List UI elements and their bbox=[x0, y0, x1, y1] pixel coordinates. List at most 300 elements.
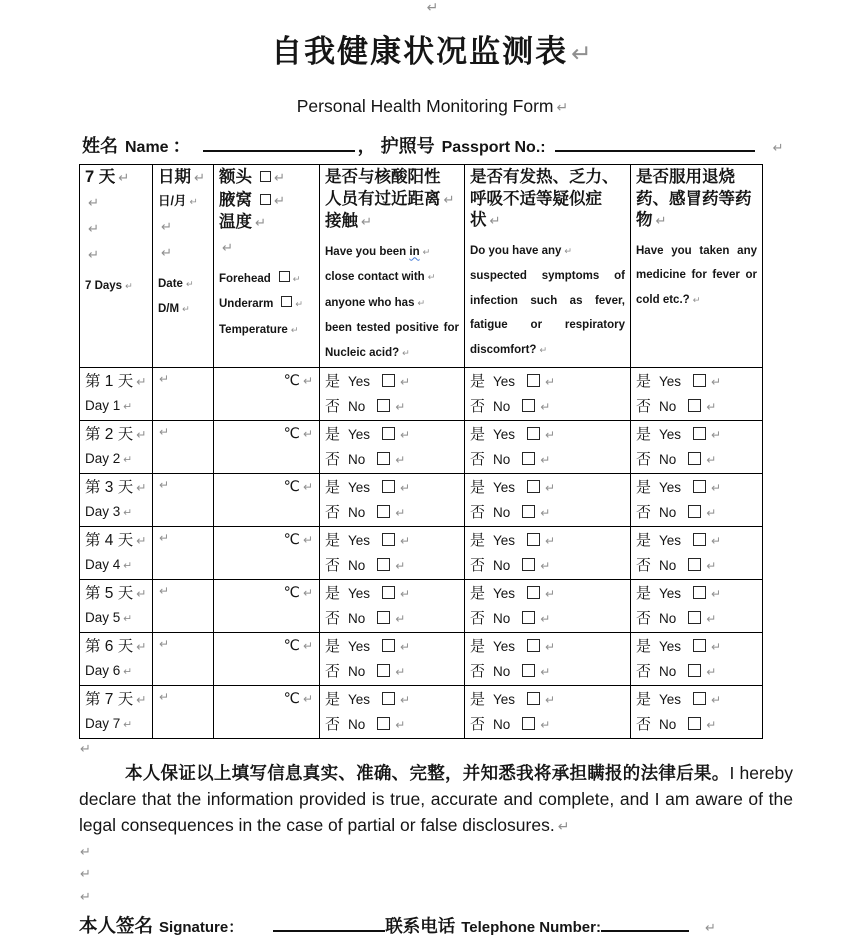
yes-no-label-cn: 否 bbox=[325, 503, 341, 521]
checkbox[interactable] bbox=[527, 533, 540, 546]
yes-no-label-en: No bbox=[348, 716, 366, 732]
yes-no-label-cn: 否 bbox=[325, 715, 341, 733]
paragraph-mark-icon: ↵ bbox=[711, 375, 722, 390]
checkbox[interactable] bbox=[688, 505, 701, 518]
yes-no-label-cn: 是 bbox=[325, 532, 341, 550]
yes-no-line bbox=[325, 423, 459, 448]
checkbox[interactable] bbox=[377, 505, 390, 518]
yes-no-label-en: Yes bbox=[348, 692, 371, 708]
checkbox[interactable] bbox=[522, 611, 535, 624]
temperature-entry-cell[interactable]: ℃ ↵ bbox=[214, 474, 320, 527]
paragraph-mark-icon: ↵ bbox=[706, 399, 717, 414]
yes-no-label-cn: 否 bbox=[325, 662, 341, 680]
telephone-label-en: Telephone Number: bbox=[461, 919, 601, 937]
checkbox[interactable] bbox=[377, 558, 390, 571]
temperature-entry-cell[interactable]: ℃ ↵ bbox=[214, 686, 320, 739]
form-title-en bbox=[0, 95, 865, 119]
close-contact-yes-no-cell bbox=[320, 686, 465, 739]
medicine-yes-no-cell bbox=[631, 527, 763, 580]
date-entry-cell[interactable] bbox=[153, 421, 214, 474]
yes-no-label-en: Yes bbox=[659, 533, 682, 549]
paragraph-mark-icon: ↵ bbox=[159, 690, 170, 705]
yes-no-label-cn: 是 bbox=[470, 585, 486, 603]
yes-no-label-en: Yes bbox=[348, 586, 371, 602]
checkbox[interactable] bbox=[382, 692, 395, 705]
checkbox[interactable] bbox=[377, 611, 390, 624]
name-blank-field[interactable] bbox=[203, 134, 355, 152]
day-label-cn: 第 7 天 ↵ bbox=[85, 691, 147, 709]
header-cell-days bbox=[80, 165, 153, 368]
date-entry-cell[interactable] bbox=[153, 368, 214, 421]
yes-no-label-en: No bbox=[659, 663, 677, 679]
paragraph-mark-icon: ↵ bbox=[557, 819, 570, 836]
yes-no-line bbox=[325, 476, 459, 501]
checkbox[interactable] bbox=[377, 452, 390, 465]
paragraph-mark-icon: ↵ bbox=[302, 692, 313, 707]
paragraph-mark-icon: ↵ bbox=[545, 534, 556, 549]
checkbox[interactable] bbox=[688, 558, 701, 571]
yes-no-label-en: Yes bbox=[659, 374, 682, 390]
telephone-blank-field[interactable] bbox=[601, 914, 689, 932]
yes-no-label-cn: 是 bbox=[325, 691, 341, 709]
table-row bbox=[80, 474, 763, 527]
signature-label-cn: 本人签名 bbox=[79, 915, 154, 937]
date-entry-cell[interactable] bbox=[153, 686, 214, 739]
paragraph-mark-icon: ↵ bbox=[402, 347, 410, 359]
yes-no-label-en: No bbox=[493, 557, 511, 573]
header-line-cn: 药、感冒药等药 bbox=[636, 189, 752, 208]
yes-no-line bbox=[325, 370, 459, 395]
paragraph-mark-icon: ↵ bbox=[292, 273, 301, 285]
paragraph-mark-icon: ↵ bbox=[80, 867, 91, 883]
checkbox[interactable] bbox=[281, 296, 292, 307]
yes-no-line bbox=[325, 395, 459, 420]
yes-no-label-cn: 否 bbox=[325, 397, 341, 415]
yes-no-label-en: No bbox=[659, 716, 677, 732]
paragraph-mark-icon: ↵ bbox=[136, 692, 147, 708]
date-entry-cell[interactable] bbox=[153, 633, 214, 686]
paragraph-mark-icon: ↵ bbox=[711, 481, 722, 496]
table-row bbox=[80, 527, 763, 580]
paragraph-mark-icon: ↵ bbox=[540, 399, 551, 414]
yes-no-label-cn: 是 bbox=[470, 479, 486, 497]
yes-no-label-cn: 否 bbox=[325, 450, 341, 468]
header-cell-medicine bbox=[631, 165, 763, 368]
separator-comma: ， bbox=[357, 136, 376, 156]
empty-paragraph-line bbox=[80, 863, 865, 886]
header-line-cn: 是否服用退烧 bbox=[636, 168, 735, 186]
paragraph-mark-icon: ↵ bbox=[426, 0, 439, 16]
paragraph-mark-icon: ↵ bbox=[80, 889, 91, 905]
yes-no-line bbox=[636, 370, 757, 395]
yes-no-label-en: No bbox=[659, 557, 677, 573]
checkbox[interactable] bbox=[382, 586, 395, 599]
header-line-en: fatigue or respiratory bbox=[470, 319, 625, 332]
yes-no-label-en: Yes bbox=[493, 374, 516, 390]
passport-label-en: Passport No.: bbox=[441, 139, 546, 156]
header-row bbox=[80, 165, 763, 368]
paragraph-mark-icon: ↵ bbox=[545, 428, 556, 443]
day-cell bbox=[80, 686, 153, 739]
header-line-cn: 腋窝 ↵ bbox=[219, 190, 286, 209]
paragraph-mark-icon: ↵ bbox=[711, 640, 722, 655]
symptoms-yes-no-cell bbox=[465, 633, 631, 686]
day-label-cn: 第 6 天 ↵ bbox=[85, 638, 147, 656]
checkbox[interactable] bbox=[688, 611, 701, 624]
header-line-cn: 接触 ↵ bbox=[325, 212, 373, 230]
close-contact-yes-no-cell bbox=[320, 633, 465, 686]
date-entry-cell[interactable] bbox=[153, 580, 214, 633]
empty-paragraph-line bbox=[80, 739, 865, 760]
header-line-en: cold etc.? ↵ bbox=[636, 293, 701, 306]
temperature-entry-cell[interactable]: ℃ ↵ bbox=[214, 527, 320, 580]
yes-no-label-cn: 否 bbox=[470, 609, 486, 627]
yes-no-label-cn: 是 bbox=[636, 532, 652, 550]
checkbox[interactable] bbox=[377, 717, 390, 730]
yes-no-label-cn: 是 bbox=[636, 691, 652, 709]
header-line-cn bbox=[219, 235, 314, 261]
yes-no-label-en: No bbox=[659, 610, 677, 626]
symptoms-yes-no-cell bbox=[465, 368, 631, 421]
day-label-cn: 第 1 天 ↵ bbox=[85, 373, 147, 391]
paragraph-mark-icon: ↵ bbox=[274, 193, 286, 209]
header-line-en: anyone who has ↵ bbox=[325, 296, 426, 309]
paragraph-mark-icon: ↵ bbox=[556, 100, 569, 116]
checkbox[interactable] bbox=[382, 533, 395, 546]
paragraph-mark-icon: ↵ bbox=[159, 372, 170, 387]
header-line-en: close contact with ↵ bbox=[325, 271, 436, 284]
medicine-yes-no-cell bbox=[631, 474, 763, 527]
checkbox[interactable] bbox=[688, 399, 701, 412]
yes-no-label-en: Yes bbox=[659, 480, 682, 496]
yes-no-label-cn: 否 bbox=[636, 715, 652, 733]
paragraph-mark-icon: ↵ bbox=[123, 717, 133, 731]
day-cell bbox=[80, 580, 153, 633]
paragraph-mark-icon: ↵ bbox=[706, 611, 717, 626]
paragraph-mark-icon: ↵ bbox=[302, 586, 313, 601]
yes-no-label-cn: 否 bbox=[470, 556, 486, 574]
table-row bbox=[80, 580, 763, 633]
day-cell bbox=[80, 474, 153, 527]
paragraph-mark-icon: ↵ bbox=[443, 192, 455, 208]
checkbox[interactable] bbox=[693, 374, 706, 387]
header-line-en: Have you taken any bbox=[636, 244, 757, 257]
passport-blank-field[interactable] bbox=[555, 134, 755, 152]
close-contact-yes-no-cell bbox=[320, 368, 465, 421]
yes-no-line bbox=[636, 660, 757, 685]
day-cell bbox=[80, 421, 153, 474]
name-label-cn: 姓名 bbox=[82, 136, 118, 156]
checkbox[interactable] bbox=[377, 399, 390, 412]
yes-no-label-cn: 是 bbox=[470, 691, 486, 709]
header-line-en: Underarm ↵ bbox=[219, 298, 304, 311]
header-cell-temperature bbox=[214, 165, 320, 368]
checkbox[interactable] bbox=[693, 533, 706, 546]
paragraph-mark-icon: ↵ bbox=[274, 171, 286, 186]
header-line-en: Date ↵ bbox=[158, 277, 194, 290]
paragraph-mark-icon: ↵ bbox=[136, 639, 147, 655]
header-cell-close-contact bbox=[320, 165, 465, 368]
medicine-yes-no-cell bbox=[631, 368, 763, 421]
paragraph-mark-icon: ↵ bbox=[706, 452, 717, 467]
yes-no-line bbox=[470, 582, 625, 607]
yes-no-label-cn: 否 bbox=[636, 450, 652, 468]
yes-no-label-cn: 是 bbox=[470, 638, 486, 656]
yes-no-label-cn: 否 bbox=[325, 556, 341, 574]
yes-no-line bbox=[470, 501, 625, 526]
header-line-en: infection such as fever, bbox=[470, 294, 625, 307]
paragraph-mark-icon: ↵ bbox=[706, 664, 717, 679]
yes-no-line bbox=[325, 582, 459, 607]
date-entry-cell[interactable] bbox=[153, 474, 214, 527]
yes-no-label-en: No bbox=[348, 504, 366, 520]
table-row bbox=[80, 421, 763, 474]
checkbox[interactable] bbox=[382, 427, 395, 440]
symptoms-yes-no-cell bbox=[465, 580, 631, 633]
header-line-cn bbox=[85, 190, 147, 216]
yes-no-line bbox=[325, 448, 459, 473]
paragraph-mark-icon: ↵ bbox=[189, 196, 198, 208]
yes-no-label-cn: 是 bbox=[325, 373, 341, 391]
paragraph-mark-icon: ↵ bbox=[302, 374, 313, 389]
temperature-entry-cell[interactable]: ℃ ↵ bbox=[214, 421, 320, 474]
paragraph-mark-icon: ↵ bbox=[395, 399, 406, 414]
yes-no-label-cn: 是 bbox=[636, 585, 652, 603]
paragraph-mark-icon: ↵ bbox=[255, 216, 267, 231]
header-line-en: medicine for fever or bbox=[636, 269, 757, 282]
header-line-en: been tested positive for bbox=[325, 322, 459, 335]
header-line-en: Temperature ↵ bbox=[219, 323, 299, 336]
yes-no-label-en: Yes bbox=[348, 480, 371, 496]
paragraph-mark-icon: ↵ bbox=[706, 717, 717, 732]
checkbox[interactable] bbox=[688, 452, 701, 465]
close-contact-yes-no-cell bbox=[320, 474, 465, 527]
date-entry-cell[interactable] bbox=[153, 527, 214, 580]
yes-no-label-cn: 是 bbox=[325, 585, 341, 603]
paragraph-mark-icon: ↵ bbox=[361, 215, 373, 230]
yes-no-label-en: No bbox=[348, 663, 366, 679]
checkbox[interactable] bbox=[693, 639, 706, 652]
paragraph-mark-icon: ↵ bbox=[540, 717, 551, 732]
yes-no-line bbox=[470, 448, 625, 473]
checkbox[interactable] bbox=[693, 586, 706, 599]
yes-no-label-cn: 是 bbox=[470, 373, 486, 391]
paragraph-mark-icon: ↵ bbox=[302, 639, 313, 654]
yes-no-label-en: Yes bbox=[493, 586, 516, 602]
checkbox[interactable] bbox=[377, 664, 390, 677]
telephone-label-cn: 联系电话 bbox=[385, 916, 456, 937]
paragraph-mark-icon: ↵ bbox=[540, 505, 551, 520]
checkbox[interactable] bbox=[693, 427, 706, 440]
paragraph-mark-icon: ↵ bbox=[400, 693, 411, 708]
paragraph-mark-icon: ↵ bbox=[123, 611, 133, 625]
checkbox[interactable] bbox=[527, 374, 540, 387]
yes-no-label-en: No bbox=[659, 504, 677, 520]
day-label-cn: 第 3 天 ↵ bbox=[85, 479, 147, 497]
paragraph-mark-icon: ↵ bbox=[545, 587, 556, 602]
yes-no-line bbox=[636, 554, 757, 579]
temperature-entry-cell[interactable]: ℃ ↵ bbox=[214, 633, 320, 686]
paragraph-mark-icon: ↵ bbox=[711, 534, 722, 549]
day-label-cn: 第 4 天 ↵ bbox=[85, 532, 147, 550]
header-line-cn bbox=[158, 214, 208, 240]
checkbox[interactable] bbox=[382, 480, 395, 493]
yes-no-line bbox=[325, 688, 459, 713]
monitoring-table bbox=[79, 164, 763, 739]
temperature-entry-cell[interactable]: ℃ ↵ bbox=[214, 580, 320, 633]
yes-no-label-en: Yes bbox=[348, 427, 371, 443]
yes-no-line bbox=[636, 423, 757, 448]
day-label-en: Day 4 ↵ bbox=[85, 556, 133, 572]
header-line-cn: 状 ↵ bbox=[470, 211, 501, 229]
yes-no-label-cn: 否 bbox=[636, 662, 652, 680]
paragraph-mark-icon: ↵ bbox=[123, 664, 133, 678]
paragraph-mark-icon: ↵ bbox=[136, 427, 147, 443]
yes-no-line bbox=[636, 688, 757, 713]
header-cell-symptoms bbox=[465, 165, 631, 368]
checkbox[interactable] bbox=[522, 664, 535, 677]
yes-no-line bbox=[325, 529, 459, 554]
checkbox[interactable] bbox=[522, 505, 535, 518]
yes-no-label-en: Yes bbox=[493, 427, 516, 443]
empty-paragraph-line bbox=[80, 886, 865, 909]
yes-no-label-en: No bbox=[493, 663, 511, 679]
header-line-en: Forehead ↵ bbox=[219, 272, 301, 285]
yes-no-label-en: No bbox=[348, 398, 366, 414]
paragraph-mark-icon: ↵ bbox=[400, 534, 411, 549]
paragraph-mark-icon: ↵ bbox=[302, 480, 313, 495]
paragraph-mark-icon: ↵ bbox=[118, 171, 130, 186]
paragraph-mark-icon: ↵ bbox=[400, 428, 411, 443]
header-line-cn: 是否有发热、乏力、 bbox=[470, 168, 619, 186]
yes-no-line bbox=[470, 554, 625, 579]
yes-no-line bbox=[636, 713, 757, 738]
yes-no-line bbox=[470, 476, 625, 501]
paragraph-mark-icon: ↵ bbox=[159, 584, 170, 599]
day-cell bbox=[80, 633, 153, 686]
paragraph-mark-icon: ↵ bbox=[395, 664, 406, 679]
paragraph-mark-icon: ↵ bbox=[88, 195, 100, 211]
top-paragraph-line bbox=[0, 0, 865, 18]
checkbox[interactable] bbox=[522, 452, 535, 465]
paragraph-mark-icon: ↵ bbox=[711, 693, 722, 708]
checkbox[interactable] bbox=[527, 586, 540, 599]
name-passport-line bbox=[82, 134, 865, 159]
medicine-yes-no-cell bbox=[631, 686, 763, 739]
checkbox[interactable] bbox=[522, 717, 535, 730]
paragraph-mark-icon: ↵ bbox=[136, 533, 147, 549]
checkbox[interactable] bbox=[527, 692, 540, 705]
yes-no-label-cn: 是 bbox=[636, 479, 652, 497]
symptoms-yes-no-cell bbox=[465, 686, 631, 739]
yes-no-line bbox=[470, 423, 625, 448]
checkbox[interactable] bbox=[527, 639, 540, 652]
paragraph-mark-icon: ↵ bbox=[123, 399, 133, 413]
paragraph-mark-icon: ↵ bbox=[400, 587, 411, 602]
medicine-yes-no-cell bbox=[631, 633, 763, 686]
yes-no-label-en: Yes bbox=[348, 639, 371, 655]
yes-no-label-cn: 是 bbox=[636, 426, 652, 444]
table-row bbox=[80, 686, 763, 739]
checkbox[interactable] bbox=[688, 664, 701, 677]
yes-no-line bbox=[470, 607, 625, 632]
paragraph-mark-icon: ↵ bbox=[545, 693, 556, 708]
yes-no-line bbox=[470, 713, 625, 738]
checkbox[interactable] bbox=[260, 194, 271, 205]
yes-no-label-en: No bbox=[659, 451, 677, 467]
yes-no-line bbox=[636, 476, 757, 501]
header-line-cn: 呼吸不适等疑似症 bbox=[470, 189, 602, 208]
header-line-en: Nucleic acid? ↵ bbox=[325, 346, 410, 359]
checkbox[interactable] bbox=[382, 374, 395, 387]
yes-no-line bbox=[470, 635, 625, 660]
header-line-cn: 日期 ↵ bbox=[158, 168, 206, 186]
checkbox[interactable] bbox=[688, 717, 701, 730]
header-line-cn bbox=[85, 216, 147, 242]
paragraph-mark-icon: ↵ bbox=[564, 245, 573, 257]
table-row bbox=[80, 633, 763, 686]
checkbox[interactable] bbox=[382, 639, 395, 652]
paragraph-mark-icon: ↵ bbox=[194, 171, 206, 186]
paragraph-mark-icon: ↵ bbox=[302, 427, 313, 442]
paragraph-mark-icon: ↵ bbox=[159, 425, 170, 440]
yes-no-line bbox=[636, 607, 757, 632]
header-line-cn bbox=[85, 242, 147, 268]
paragraph-mark-icon: ↵ bbox=[545, 375, 556, 390]
checkbox[interactable] bbox=[522, 399, 535, 412]
yes-no-label-cn: 是 bbox=[325, 479, 341, 497]
header-line-cn: 物 ↵ bbox=[636, 211, 667, 229]
paragraph-mark-icon: ↵ bbox=[571, 39, 594, 68]
header-line-en: 7 Days ↵ bbox=[85, 279, 133, 292]
paragraph-mark-icon: ↵ bbox=[422, 246, 431, 258]
yes-no-label-en: No bbox=[348, 451, 366, 467]
paragraph-mark-icon: ↵ bbox=[400, 481, 411, 496]
checkbox[interactable] bbox=[260, 171, 271, 182]
yes-no-label-en: Yes bbox=[348, 533, 371, 549]
signature-line bbox=[79, 912, 865, 940]
header-line-en: suspected symptoms of bbox=[470, 270, 625, 283]
temperature-entry-cell[interactable]: ℃ ↵ bbox=[214, 368, 320, 421]
paragraph-mark-icon: ↵ bbox=[772, 141, 784, 156]
checkbox[interactable] bbox=[693, 480, 706, 493]
header-line-en: Do you have any ↵ bbox=[470, 244, 573, 257]
yes-no-label-cn: 是 bbox=[636, 373, 652, 391]
paragraph-mark-icon: ↵ bbox=[123, 505, 133, 519]
header-line-en: D/M ↵ bbox=[158, 303, 190, 316]
checkbox[interactable] bbox=[527, 480, 540, 493]
checkbox[interactable] bbox=[693, 692, 706, 705]
close-contact-yes-no-cell bbox=[320, 580, 465, 633]
paragraph-mark-icon: ↵ bbox=[395, 717, 406, 732]
header-line-en: Have you been in ↵ bbox=[325, 245, 431, 258]
yes-no-line bbox=[636, 501, 757, 526]
paragraph-mark-icon: ↵ bbox=[706, 558, 717, 573]
form-title-cn-text: 自我健康状况监测表 bbox=[271, 34, 569, 69]
paragraph-mark-icon: ↵ bbox=[395, 611, 406, 626]
checkbox[interactable] bbox=[522, 558, 535, 571]
yes-no-label-cn: 否 bbox=[636, 397, 652, 415]
checkbox[interactable] bbox=[527, 427, 540, 440]
yes-no-label-cn: 否 bbox=[325, 609, 341, 627]
paragraph-mark-icon: ↵ bbox=[545, 640, 556, 655]
checkbox[interactable] bbox=[279, 271, 290, 282]
paragraph-mark-icon: ↵ bbox=[185, 278, 194, 290]
paragraph-mark-icon: ↵ bbox=[540, 611, 551, 626]
day-label-en: Day 7 ↵ bbox=[85, 715, 133, 731]
yes-no-label-en: Yes bbox=[493, 480, 516, 496]
signature-blank-field[interactable] bbox=[273, 914, 385, 932]
